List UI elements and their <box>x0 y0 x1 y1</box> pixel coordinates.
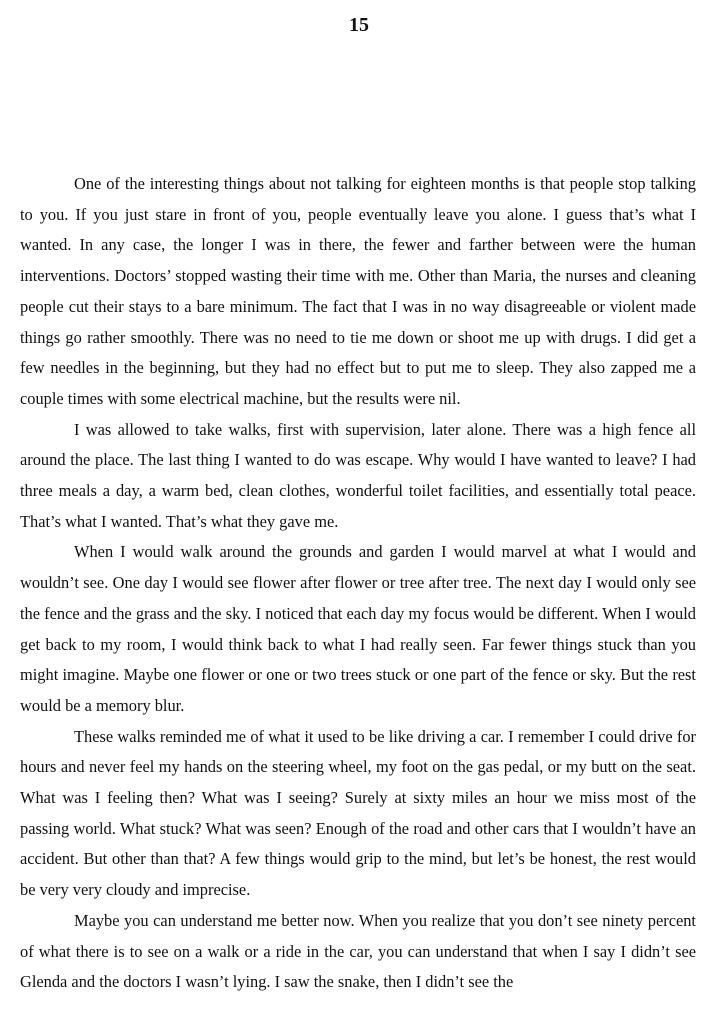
body-text <box>20 169 696 998</box>
chapter-number: 15 <box>349 14 369 36</box>
paragraph: Maybe you can understand me better now. When you realize that you don’t see ninety percent of what there is to see on a walk or a ride in the car, you can understand that when I say I didn’t see Glenda and the doctors I wasn’t lying. I saw the snake, then I didn’t see the <box>20 910 696 992</box>
paragraph: One of the interesting things about not talking for eighteen months is that people stop talking to you. If you just stare in front of you, people eventually leave you alone. I guess that’s what I wanted. In any case, the longer I was in there, the fewer and farther between were the human interventions. Doctors’ stopped wasting their time with me. Other than Maria, the nurses and cleaning people cut their stays to a bare minimum. The fact that I was in no way disagreeable or violent made things go rather smoothly. There was no need to tie me down or shoot me up with drugs. I did get a few needles in the beginning, but they had no effect but to put me to sleep. They also zapped me a couple times with some electrical machine, but the results were nil. <box>20 174 696 408</box>
paragraph: When I would walk around the grounds and garden I would marvel at what I would and wouldn’t see. One day I would see flower after flower or tree after tree. The next day I would only see the fence and the grass and the sky. I noticed that each day my focus would be different. When I would get back to my room, I would think back to what I had really seen. Far fewer things stuck than you might imagine. Maybe one flower or one or two trees stuck or one part of the fence or sky. But the rest would be a memory blur. <box>20 542 696 715</box>
paragraph: I was allowed to take walks, first with supervision, later alone. There was a high fence all around the place. The last thing I wanted to do was escape. Why would I have wanted to leave? I had three meals a day, a warm bed, clean clothes, wonderful toilet facilities, and essentially total peace. That’s what I wanted. That’s what they gave me. <box>20 419 696 531</box>
paragraph: These walks reminded me of what it used to be like driving a car. I remember I could drive for hours and never feel my hands on the steering wheel, my foot on the gas pedal, or my butt on the seat. What was I feeling then? What was I seeing? Surely at sixty miles an hour we miss most of the passing world. What stuck? What was seen? Enough of the road and other cars that I wouldn’t have an accident. But other than that? A few things would grip to the mind, but let’s be honest, the rest would be very very cloudy and imprecise. <box>20 726 696 900</box>
